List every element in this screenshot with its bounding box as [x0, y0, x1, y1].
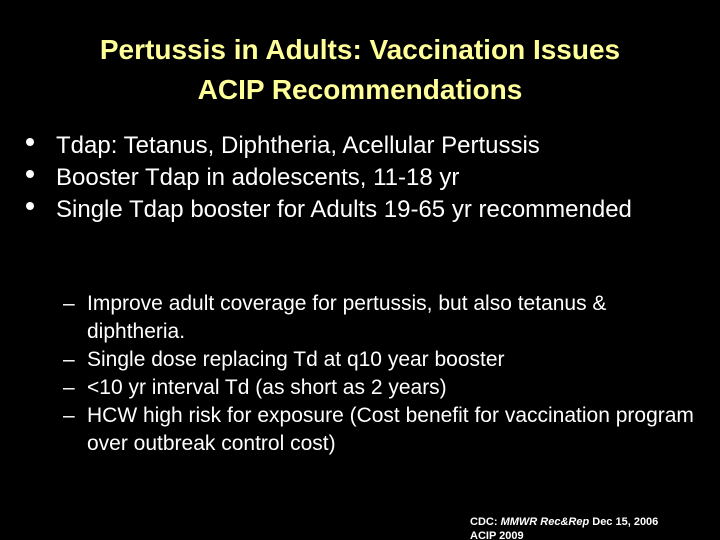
dash-icon: –	[63, 404, 75, 427]
bullet-list	[22, 130, 712, 226]
citation-prefix: CDC:	[470, 516, 501, 528]
citation	[470, 515, 715, 540]
dash-icon: –	[63, 376, 75, 399]
bullet-text: Tdap: Tetanus, Diphtheria, Acellular Pertussis	[56, 132, 540, 159]
citation-second-line: ACIP 2009	[470, 530, 524, 540]
dash-icon: –	[63, 348, 75, 371]
title-line-1: Pertussis in Adults: Vaccination Issues	[99, 34, 621, 65]
bullet-item	[22, 162, 712, 194]
citation-journal: MMWR Rec&Rep	[500, 516, 590, 528]
sub-bullet-item	[63, 402, 703, 458]
slide-title	[0, 30, 720, 110]
bullet-item	[22, 130, 712, 162]
bullet-dot-icon	[26, 170, 34, 178]
bullet-text: Single Tdap booster for Adults 19-65 yr recommended	[56, 196, 632, 223]
sub-bullet-text: Improve adult coverage for pertussis, but also tetanus & diphtheria.	[87, 292, 607, 343]
title-line-2: ACIP Recommendations	[197, 74, 523, 105]
bullet-dot-icon	[26, 138, 34, 146]
sub-bullet-item	[63, 346, 703, 374]
sub-bullet-item	[63, 290, 703, 346]
bullet-item	[22, 194, 712, 226]
sub-bullet-item	[63, 374, 703, 402]
bullet-dot-icon	[26, 202, 34, 210]
sub-bullet-list	[63, 290, 703, 458]
bullet-text: Booster Tdap in adolescents, 11-18 yr	[56, 164, 460, 191]
citation-date: Dec 15, 2006	[589, 516, 659, 528]
sub-bullet-text: HCW high risk for exposure (Cost benefit for vaccination program over outbreak control cost)	[87, 404, 694, 455]
sub-bullet-text: Single dose replacing Td at q10 year booster	[87, 348, 505, 371]
sub-bullet-text: <10 yr interval Td (as short as 2 years)	[87, 376, 447, 399]
dash-icon: –	[63, 292, 75, 315]
